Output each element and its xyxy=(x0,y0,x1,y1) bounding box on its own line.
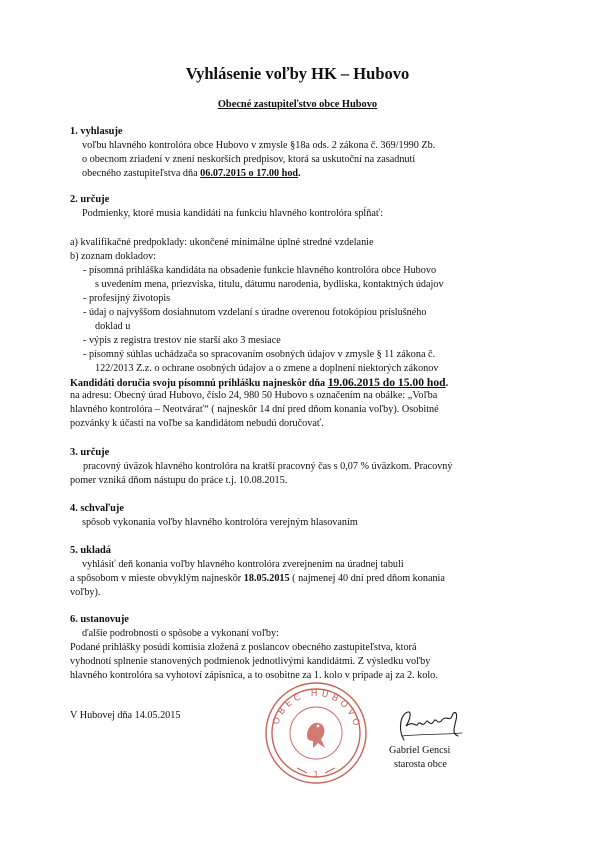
section-2-line: - údaj o najvyššom dosiahnutom vzdelaní s úradne overenou fotokópiou príslušného xyxy=(83,307,427,318)
section-6-heading: 6. ustanovuje xyxy=(70,614,129,625)
section-5-heading: 5. ukladá xyxy=(70,545,112,556)
election-date-suffix: . xyxy=(298,168,301,179)
section-1-line: voľbu hlavného kontrolóra obce Hubovo v zmysle §18a ods. 2 zákona č. 369/1990 Zb. xyxy=(82,140,436,151)
section-4-heading: 4. schvaľuje xyxy=(70,503,124,514)
section-6-line: hlavného kontrolóra sa vyhotoví zápisnica, a to osobitne za 1. kolo v prípade aj za 2. kolo. xyxy=(70,670,438,681)
municipal-seal xyxy=(263,680,369,786)
section-2-intro: Podmienky, ktoré musia kandidáti na funkciu hlavného kontrolóra spĺňať: xyxy=(82,208,384,219)
section-2-line: doklad u xyxy=(95,321,131,332)
section-2-line: - profesijný životopis xyxy=(83,293,171,304)
signer-role: starosta obce xyxy=(394,759,447,770)
section-6-line: Podané prihlášky posúdi komisia zložená z poslancov obecného zastupiteľstva, ktorá xyxy=(70,642,417,653)
section-2-line: s uvedením mena, priezviska, titulu, dátumu narodenia, bydliska, kontaktných údajov xyxy=(95,279,444,290)
section-2-after-line: na adresu: Obecný úrad Hubovo, číslo 24, 980 50 Hubovo s označením na obálke: „Voľba xyxy=(70,390,438,401)
section-2-after-line: hlavného kontrolóra – Neotvárať“ ( najneskôr 14 dní pred dňom konania voľby). Osobitné xyxy=(70,404,439,415)
deadline-prefix: Kandidáti doručia svoju písomnú prihlášku najneskôr dňa xyxy=(70,378,326,389)
announcement-date: 18.05.2015 xyxy=(243,573,290,584)
section-3-line: pracovný úväzok hlavného kontrolóra na kratší pracovný čas s 0,07 % úväzkom. Pracovný xyxy=(83,461,453,472)
seal-bottom-mark: 1 xyxy=(313,770,319,779)
announcement-date-suffix: ( najmenej 40 dní pred dňom konania xyxy=(289,573,445,584)
section-2-line: b) zoznam dokladov: xyxy=(70,251,157,262)
section-4-line: spôsob vykonania voľby hlavného kontrolóra verejným hlasovaním xyxy=(82,517,358,528)
bird-emblem-icon xyxy=(307,723,325,748)
section-2-line: 122/2013 Z.z. o ochrane osobných údajov a o zmene a doplnení niektorých zákonov xyxy=(95,363,439,374)
section-3-heading: 3. určuje xyxy=(70,447,110,458)
place-date: V Hubovej dňa 14.05.2015 xyxy=(70,710,181,721)
deadline-date: 19.06.2015 do 15.00 hod xyxy=(327,376,446,389)
section-2-heading: 2. určuje xyxy=(70,194,110,205)
section-1-line-text: obecného zastupiteľstva dňa xyxy=(82,168,198,179)
signer-name: Gabriel Gencsi xyxy=(389,745,451,756)
section-2-line: - výpis z registra trestov nie starší ako 3 mesiace xyxy=(83,335,281,346)
page-title: Vyhlásenie voľby HK – Hubovo xyxy=(185,64,410,83)
election-date: 06.07.2015 o 17.00 hod xyxy=(200,168,299,179)
deadline-line xyxy=(70,377,448,389)
handwritten-signature xyxy=(392,706,466,744)
section-2-line: - písomná prihláška kandidáta na obsadenie funkcie hlavného kontrolóra obce Hubovo xyxy=(83,265,437,276)
section-2-line: a) kvalifikačné predpoklady: ukončené minimálne úplné stredné vzdelanie xyxy=(70,237,374,248)
section-2-line: - písomný súhlas uchádzača so spracovaním osobných údajov v zmysle § 11 zákona č. xyxy=(83,349,436,360)
section-5-line-date xyxy=(70,574,445,584)
section-1-line: o obecnom zriadení v znení neskorších predpisov, ktorá sa uskutoční na zasadnutí xyxy=(82,154,416,165)
seal-text: OBEC HUBOVO xyxy=(271,688,362,731)
section-5-line-text: a spôsobom v mieste obvyklým najneskôr xyxy=(70,573,242,584)
section-5-line: voľby). xyxy=(70,587,101,598)
section-6-line: ďalšie podrobnosti o spôsobe a vykonaní voľby: xyxy=(82,628,279,639)
section-6-line: vyhodnotí splnenie stanovených podmienok jednotlivými kandidátmi. Z výsledku voľby xyxy=(70,656,431,667)
section-3-line: pomer vzniká dňom nástupu do práce t.j. 10.08.2015. xyxy=(70,475,288,486)
page-subtitle: Obecné zastupiteľstvo obce Hubovo xyxy=(217,99,378,110)
section-5-line: vyhlásiť deň konania voľby hlavného kontrolóra zverejnením na úradnej tabuli xyxy=(82,559,404,570)
deadline-suffix: . xyxy=(445,378,449,389)
section-1-line-date xyxy=(82,169,301,179)
section-2-after-line: pozvánky k účasti na voľbe sa kandidátom nebudú doručovať. xyxy=(70,418,324,429)
section-1-heading: 1. vyhlasuje xyxy=(70,126,123,137)
